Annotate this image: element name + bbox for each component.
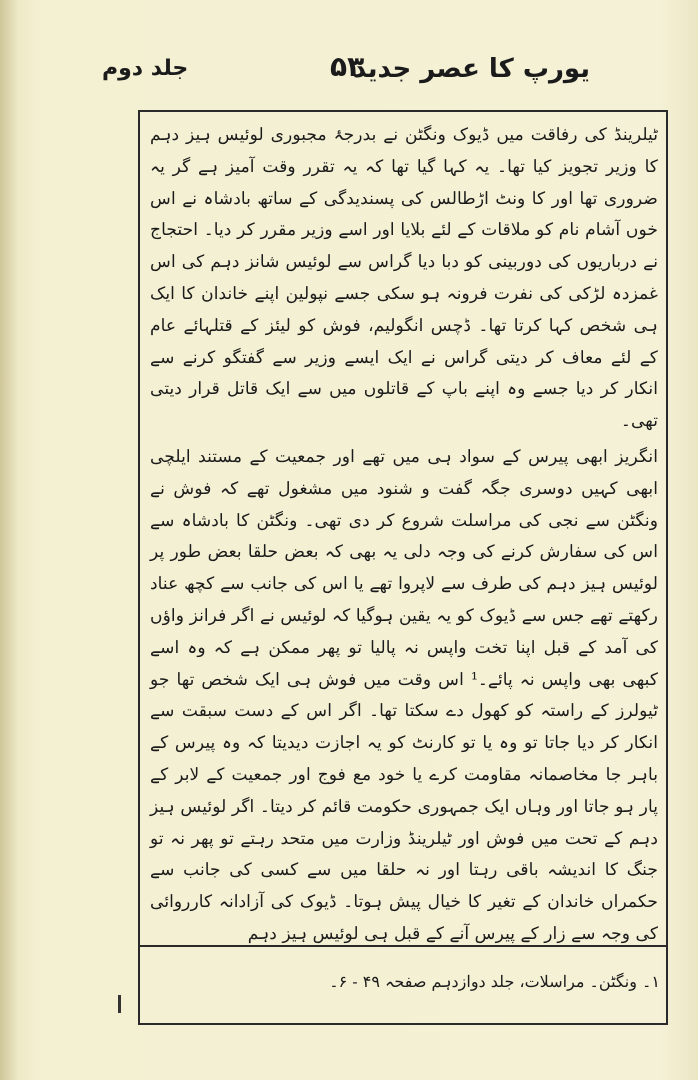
page-header [102,50,590,94]
running-title: یورپ کا عصر جدید [352,54,590,84]
paragraph: ٹیلرینڈ کی رفاقت میں ڈیوک ونگٹن نے بدرجۂ مجبوری لوئیس ہیز دہم کا وزیر تجویز کیا تھا۔ یہ کہا گیا تھا کہ یہ تقرر وقت آمیز ہے گر یہ ضروری تھا اور کا ونٹ اڑطالس کی پسندیدگی کے ساتھ بادشاہ نے اس خوں آشام نام کو ملاقات کے لئے بلایا اور اسے وزیر مقرر کر دیا۔ احتجاج نے درباریوں کی دوربینی کو دبا دیا گراس سے لوئیس شانز دہم کی اس غمزدہ لڑکی کی نفرت فرونہ ہو سکی جسے نپولین اپنے خاندان کا ایک ہی شخص کہا کرتا تھا۔ ڈچس انگولیم، فوش کو لیئز کے قتلہائے عام کے لئے معاف کر دیتی گراس نے ایک ایسے وزیر سے گفتگو کرنے سے انکار کر دیا جسے وہ اپنے باپ کے قاتلوں میں سے ایک قاتل قرار دیتی تھی۔ [150,125,658,432]
paragraph: انگریز ابھی پیرس کے سواد ہی میں تھے اور جمعیت کے مستند ایلچی ابھی کہیں دوسری جگہ گفت و شنود میں مشغول تھے کہ فوش نے ونگٹن سے نجی کی مراسلت شروع کر دی تھی۔ ونگٹن کا بادشاہ سے اس کی سفارش کرنے کی وجہ دلی یہ بھی کہ بعض حلقا بعض طور پر لوئیس ہیز دہم کی طرف سے لاپروا تھے یا اس کی جانب سے کچھ عناد رکھتے تھے جس سے ڈیوک کو یہ یقین ہوگیا کہ لوئیس نے اگر فرانز واؤں کی آمد کے قبل اپنا تخت واپس نہ پالیا تو پھر ممکن ہے کہ وہ اسے کبھی بھی واپس نہ پائے۔¹ اس وقت میں فوش ہی ایک شخص تھا جو ٹیولرز کے راستہ کو کھول دے سکتا تھا۔ اگر اس کے دست سبقت سے انکار کر دیا جاتا تو وہ یا تو کارنٹ کو یہ اجازت دیدیتا کہ وہ پیرس کے باہر جا مخاصمانہ مقاومت کرے یا خود مع فوج اور جمعیت کے لابر کے پار ہو جاتا اور وہاں ایک جمہوری حکومت قائم کر دیتا۔ اگر لوئیس ہیز دہم کے تحت میں فوش اور ٹیلرینڈ وزارت میں متحد رہتے تو پھر نہ تو جنگ کا اندیشہ باقی رہتا اور نہ حلقا میں سے کسی کی جانب سے حکمراں خاندان کے تغیر کا خیال پیش ہوتا۔ ڈیوک کی آزادانہ کارروائی کی وجہ سے زار کے پیرس آنے کے قبل ہی لوئیس ہیز دہم [150,446,658,944]
binding-edge [0,0,18,1080]
footnote: ۱۔ ونگٹن۔ مراسلات، جلد دوازدہم صفحہ ۴۹ - ۶۔ [329,972,660,991]
page-number: ۵۳ [330,50,365,83]
body-text [150,120,658,944]
footnote-divider [140,945,668,947]
volume-label: جلد دوم [102,56,189,81]
margin-mark [118,995,121,1013]
